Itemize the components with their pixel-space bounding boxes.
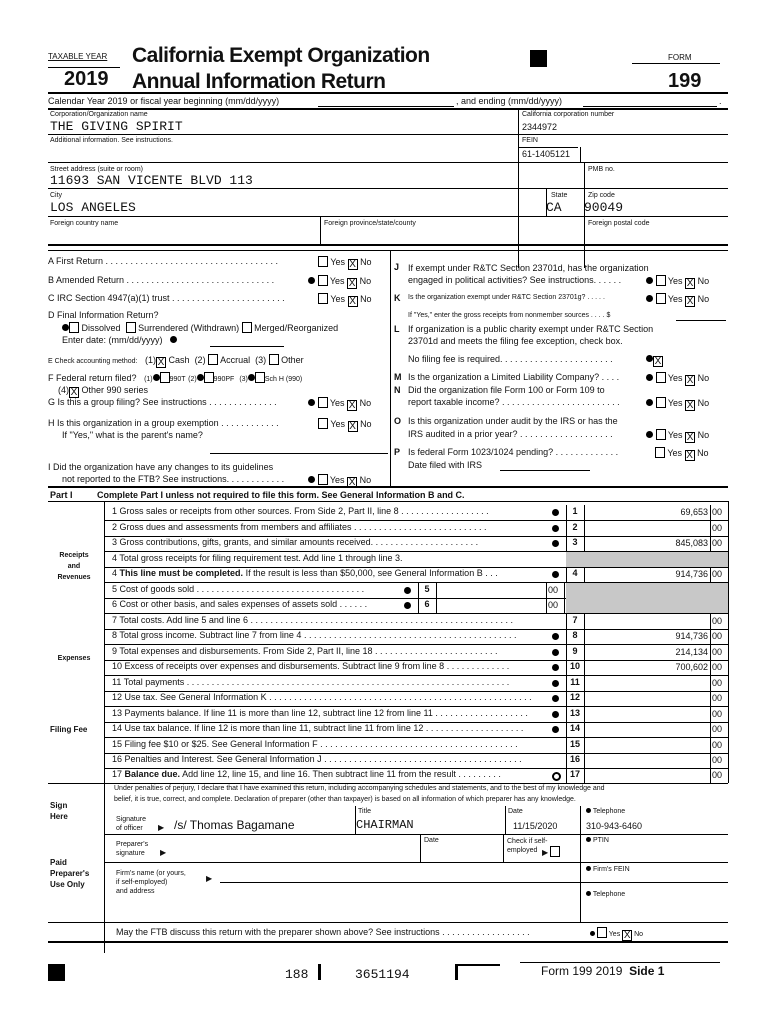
tax-year: 2019 (64, 68, 109, 90)
part-i-line-14: 13 Payments balance. If line 11 is more than line 12, subtract line 12 from line 11 . . . . . . . . . . . . . . . . . . . (112, 708, 528, 718)
expenses-label: Expenses (57, 655, 91, 662)
line-11-cents: 00 (712, 678, 723, 688)
question-c: C IRC Section 4947(a)(1) trust . . . . . . . . . . . . . . . . . . . . . . . (48, 293, 285, 303)
h-yes-checkbox[interactable] (318, 418, 328, 429)
line-number-box: 16 (569, 754, 580, 764)
officer-title[interactable]: CHAIRMAN (356, 818, 414, 832)
line-number-box: 4 (572, 568, 578, 578)
ftb-discuss: May the FTB discuss this return with the preparer shown above? See instructions . . . . . . . . . . . . . . . . . . (116, 927, 530, 937)
calendar-year-line: Calendar Year 2019 or fiscal year beginning (mm/dd/yyyy) (48, 96, 280, 106)
part-i-line-5: 4 This line must be completed. If the result is less than $50,000, see General Information B . . . (112, 568, 498, 578)
line-3-cents: 00 (712, 538, 723, 548)
question-h: H Is this organization in a group exemption . . . . . . . . . . . . (48, 418, 279, 428)
c-yes-checkbox[interactable] (318, 293, 328, 304)
part-i-line-7: 6 Cost or other basis, and sales expenses of assets sold . . . . . . (112, 599, 368, 609)
street-address[interactable]: 11693 SAN VICENTE BLVD 113 (50, 173, 253, 188)
line-number-box: 15 (569, 739, 580, 749)
merged-checkbox[interactable] (242, 322, 252, 333)
line-8-cents: 00 (712, 631, 723, 641)
line-13-cents: 00 (712, 709, 723, 719)
line-number-box: 2 (572, 522, 578, 532)
a-no-checkbox[interactable]: X (349, 259, 356, 270)
line-6-cents: 00 (548, 600, 559, 610)
city[interactable]: LOS ANGELES (50, 200, 136, 215)
part-i-line-6: 5 Cost of goods sold . . . . . . . . . . . . . . . . . . . . . . . . . . . . . . . . . . (112, 584, 365, 594)
form-number: 199 (668, 70, 702, 92)
k-yes-checkbox[interactable] (656, 293, 666, 304)
officer-signature[interactable]: /s/ Thomas Bagamane (174, 818, 295, 832)
part-i-line-8: 7 Total costs. Add line 5 and line 6 . . . . . . . . . . . . . . . . . . . . . . . . . . . . . . . . . . . . . . . . . . . . . . . . . . . . . (112, 615, 513, 625)
line-number-box: 5 (424, 584, 430, 594)
i-yes-checkbox[interactable] (318, 474, 328, 485)
footer-mark-left (48, 964, 65, 981)
line-number-box: 8 (572, 630, 578, 640)
line-number-box: 9 (572, 646, 578, 656)
part-i-line-17: 16 Penalties and Interest. See General Information J . . . . . . . . . . . . . . . . . . . . . . . . . . . . . . . . . . . . . . . . (112, 754, 522, 764)
part-i-line-4: 4 Total gross receipts for filing requirement test. Add line 1 through line 3. (112, 553, 403, 563)
o-yes-checkbox[interactable] (656, 429, 666, 440)
line-number-box: 1 (572, 506, 578, 516)
line-7-cents: 00 (712, 616, 723, 626)
p-yes-checkbox[interactable] (655, 447, 665, 458)
line-16-cents: 00 (712, 755, 723, 765)
line-14-cents: 00 (712, 724, 723, 734)
g-yes-checkbox[interactable] (318, 397, 328, 408)
part-i-label: Part I (50, 490, 73, 500)
j-yes-checkbox[interactable] (656, 275, 666, 286)
part-i-line-10: 9 Total expenses and disbursements. From Side 2, Part II, line 18 . . . . . . . . . . . . . . . . . . . . . . . . . (112, 646, 498, 656)
line-12-cents: 00 (712, 693, 723, 703)
part-i-title: Complete Part I unless not required to file this form. See General Information B and C. (97, 490, 465, 500)
990pf-checkbox[interactable] (204, 372, 214, 383)
m-yes-checkbox[interactable] (656, 372, 666, 383)
sign-here-label: Sign Here (50, 801, 68, 821)
line-number-box: 17 (569, 769, 580, 779)
officer-phone[interactable]: 310-943-6460 (586, 821, 643, 831)
line-4-amount[interactable]: 914,736 (675, 569, 708, 579)
fein[interactable]: 61-1405121 (522, 149, 571, 159)
line-9-amount[interactable]: 214,134 (675, 647, 708, 657)
cash-checkbox[interactable]: X (157, 357, 165, 368)
line-number-box: 12 (569, 692, 580, 702)
org-name[interactable]: THE GIVING SPIRIT (50, 119, 183, 134)
part-i-line-1: 1 Gross sales or receipts from other sources. From Side 2, Part II, line 8 . . . . . . . . . . . . . . . . . . (112, 506, 489, 516)
ca-corp-number[interactable]: 2344972 (522, 122, 558, 132)
other-990-checkbox[interactable]: X (70, 387, 78, 398)
filing-fee-label: Filing Fee (50, 725, 88, 734)
g-no-checkbox[interactable]: X (348, 400, 356, 411)
n-yes-checkbox[interactable] (656, 397, 666, 408)
k-no-checkbox[interactable]: X (686, 296, 694, 307)
line-number-box: 3 (572, 537, 578, 547)
line-number-box: 10 (569, 661, 580, 671)
footer-form: Form 199 2019 Side 1 (541, 964, 665, 978)
question-a: A First Return . . . . . . . . . . . . . . . . . . . . . . . . . . . . . . . . . . . (48, 256, 279, 266)
line-1-cents: 00 (712, 507, 723, 517)
line-17-cents: 00 (712, 770, 723, 780)
990t-checkbox[interactable] (160, 372, 170, 383)
line-3-amount[interactable]: 845,083 (675, 538, 708, 548)
sch-h-checkbox[interactable] (255, 372, 265, 383)
part-i-line-9: 8 Total gross income. Subtract line 7 from line 4 . . . . . . . . . . . . . . . . . . . . . . . . . . . . . . . . . . . . . . . . . . . (112, 630, 517, 640)
question-b: B Amended Return . . . . . . . . . . . . . . . . . . . . . . . . . . . . . . (48, 275, 275, 285)
part-i-line-15: 14 Use tax balance. If line 12 is more than line 11, subtract line 11 from line 12 . . . . . . . . . . . . . . . . . . . . (112, 723, 524, 733)
discuss-yes-checkbox[interactable] (597, 927, 607, 938)
part-i-line-2: 2 Gross dues and assessments from members and affiliates . . . . . . . . . . . . . . . . . . . . . . . . . . . (112, 522, 487, 532)
question-g: G Is this a group filing? See instructions . . . . . . . . . . . . . . (48, 397, 277, 407)
part-i-line-18: 17 Balance due. Add line 12, line 15, and line 16. Then subtract line 11 from the result . . . . . . . . . (112, 769, 501, 779)
line-5-cents: 00 (548, 585, 559, 595)
footer-code-1: 188 (285, 967, 309, 982)
question-i: I Did the organization have any changes to its guidelines (48, 462, 274, 472)
b-yes-checkbox[interactable] (318, 275, 328, 286)
h-no-checkbox[interactable]: X (349, 421, 356, 432)
line-number-box: 7 (572, 615, 578, 625)
line-15-cents: 00 (712, 740, 723, 750)
line-number-box: 14 (569, 723, 580, 733)
line-2-cents: 00 (712, 523, 723, 533)
part-i-line-11: 10 Excess of receipts over expenses and disbursements. Subtract line 9 from line 8 . . . . . . . . . . . . . (112, 661, 510, 671)
i-no-checkbox[interactable]: X (348, 477, 356, 488)
question-d: D Final Information Return? (48, 310, 159, 320)
self-employed-checkbox[interactable] (550, 846, 560, 857)
n-no-checkbox[interactable]: X (686, 400, 694, 411)
line-8-amount[interactable]: 914,736 (675, 631, 708, 641)
zip-code[interactable]: 90049 (584, 200, 624, 215)
part-i-line-13: 12 Use tax. See General Information K . . . . . . . . . . . . . . . . . . . . . . . . . . . . . . . . . . . . . . . . . . . . . . . . . . . . . (112, 692, 532, 702)
a-yes-checkbox[interactable] (318, 256, 328, 267)
state[interactable]: CA (546, 200, 562, 215)
ending-label: , and ending (mm/dd/yyyy) (456, 96, 563, 106)
m-no-checkbox[interactable]: X (686, 375, 694, 386)
paid-preparer-label: Paid Preparer's Use Only (50, 858, 90, 889)
form-title-1: California Exempt Organization (132, 44, 430, 67)
other-method-checkbox[interactable] (269, 354, 279, 365)
j-no-checkbox[interactable]: X (686, 278, 694, 289)
line-number-box: 6 (424, 599, 430, 609)
form-title-2: Annual Information Return (132, 70, 386, 93)
line-number-box: 11 (570, 677, 580, 687)
registration-mark (530, 50, 547, 67)
l-checkbox[interactable]: X (654, 356, 662, 367)
part-i-line-12: 11 Total payments . . . . . . . . . . . . . . . . . . . . . . . . . . . . . . . . . . . . . . . . . . . . . . . . . . . . . . . . . . . . . . . . . (112, 677, 510, 687)
line-4-cents: 00 (712, 569, 723, 579)
accrual-checkbox[interactable] (208, 354, 218, 365)
line-10-amount[interactable]: 700,602 (675, 662, 708, 672)
line-10-cents: 00 (712, 662, 723, 672)
sign-date[interactable]: 11/15/2020 (513, 821, 558, 831)
line-number-box: 13 (569, 708, 580, 718)
part-i-line-16: 15 Filing fee $10 or $25. See General Information F . . . . . . . . . . . . . . . . . . . . . . . . . . . . . . . . . . . . . . . . (112, 739, 518, 749)
dissolved-checkbox[interactable] (69, 322, 79, 333)
form-label: FORM (668, 53, 692, 62)
discuss-no-checkbox[interactable]: X (623, 930, 631, 941)
taxable-year-label: TAXABLE YEAR (48, 52, 108, 61)
line-1-amount[interactable]: 69,653 (680, 507, 708, 517)
receipts-label: Receipts and Revenues (57, 552, 91, 581)
p-no-checkbox[interactable]: X (686, 450, 693, 461)
o-no-checkbox[interactable]: X (686, 432, 694, 443)
b-no-checkbox[interactable]: X (348, 278, 356, 289)
surrendered-checkbox[interactable] (126, 322, 136, 333)
footer-code-2: 3651194 (355, 967, 410, 982)
line-9-cents: 00 (712, 647, 723, 657)
c-no-checkbox[interactable]: X (349, 296, 356, 307)
part-i-line-3: 3 Gross contributions, gifts, grants, and similar amounts received. . . . . . . . . . . . . . . . . . . . . . (112, 537, 479, 547)
